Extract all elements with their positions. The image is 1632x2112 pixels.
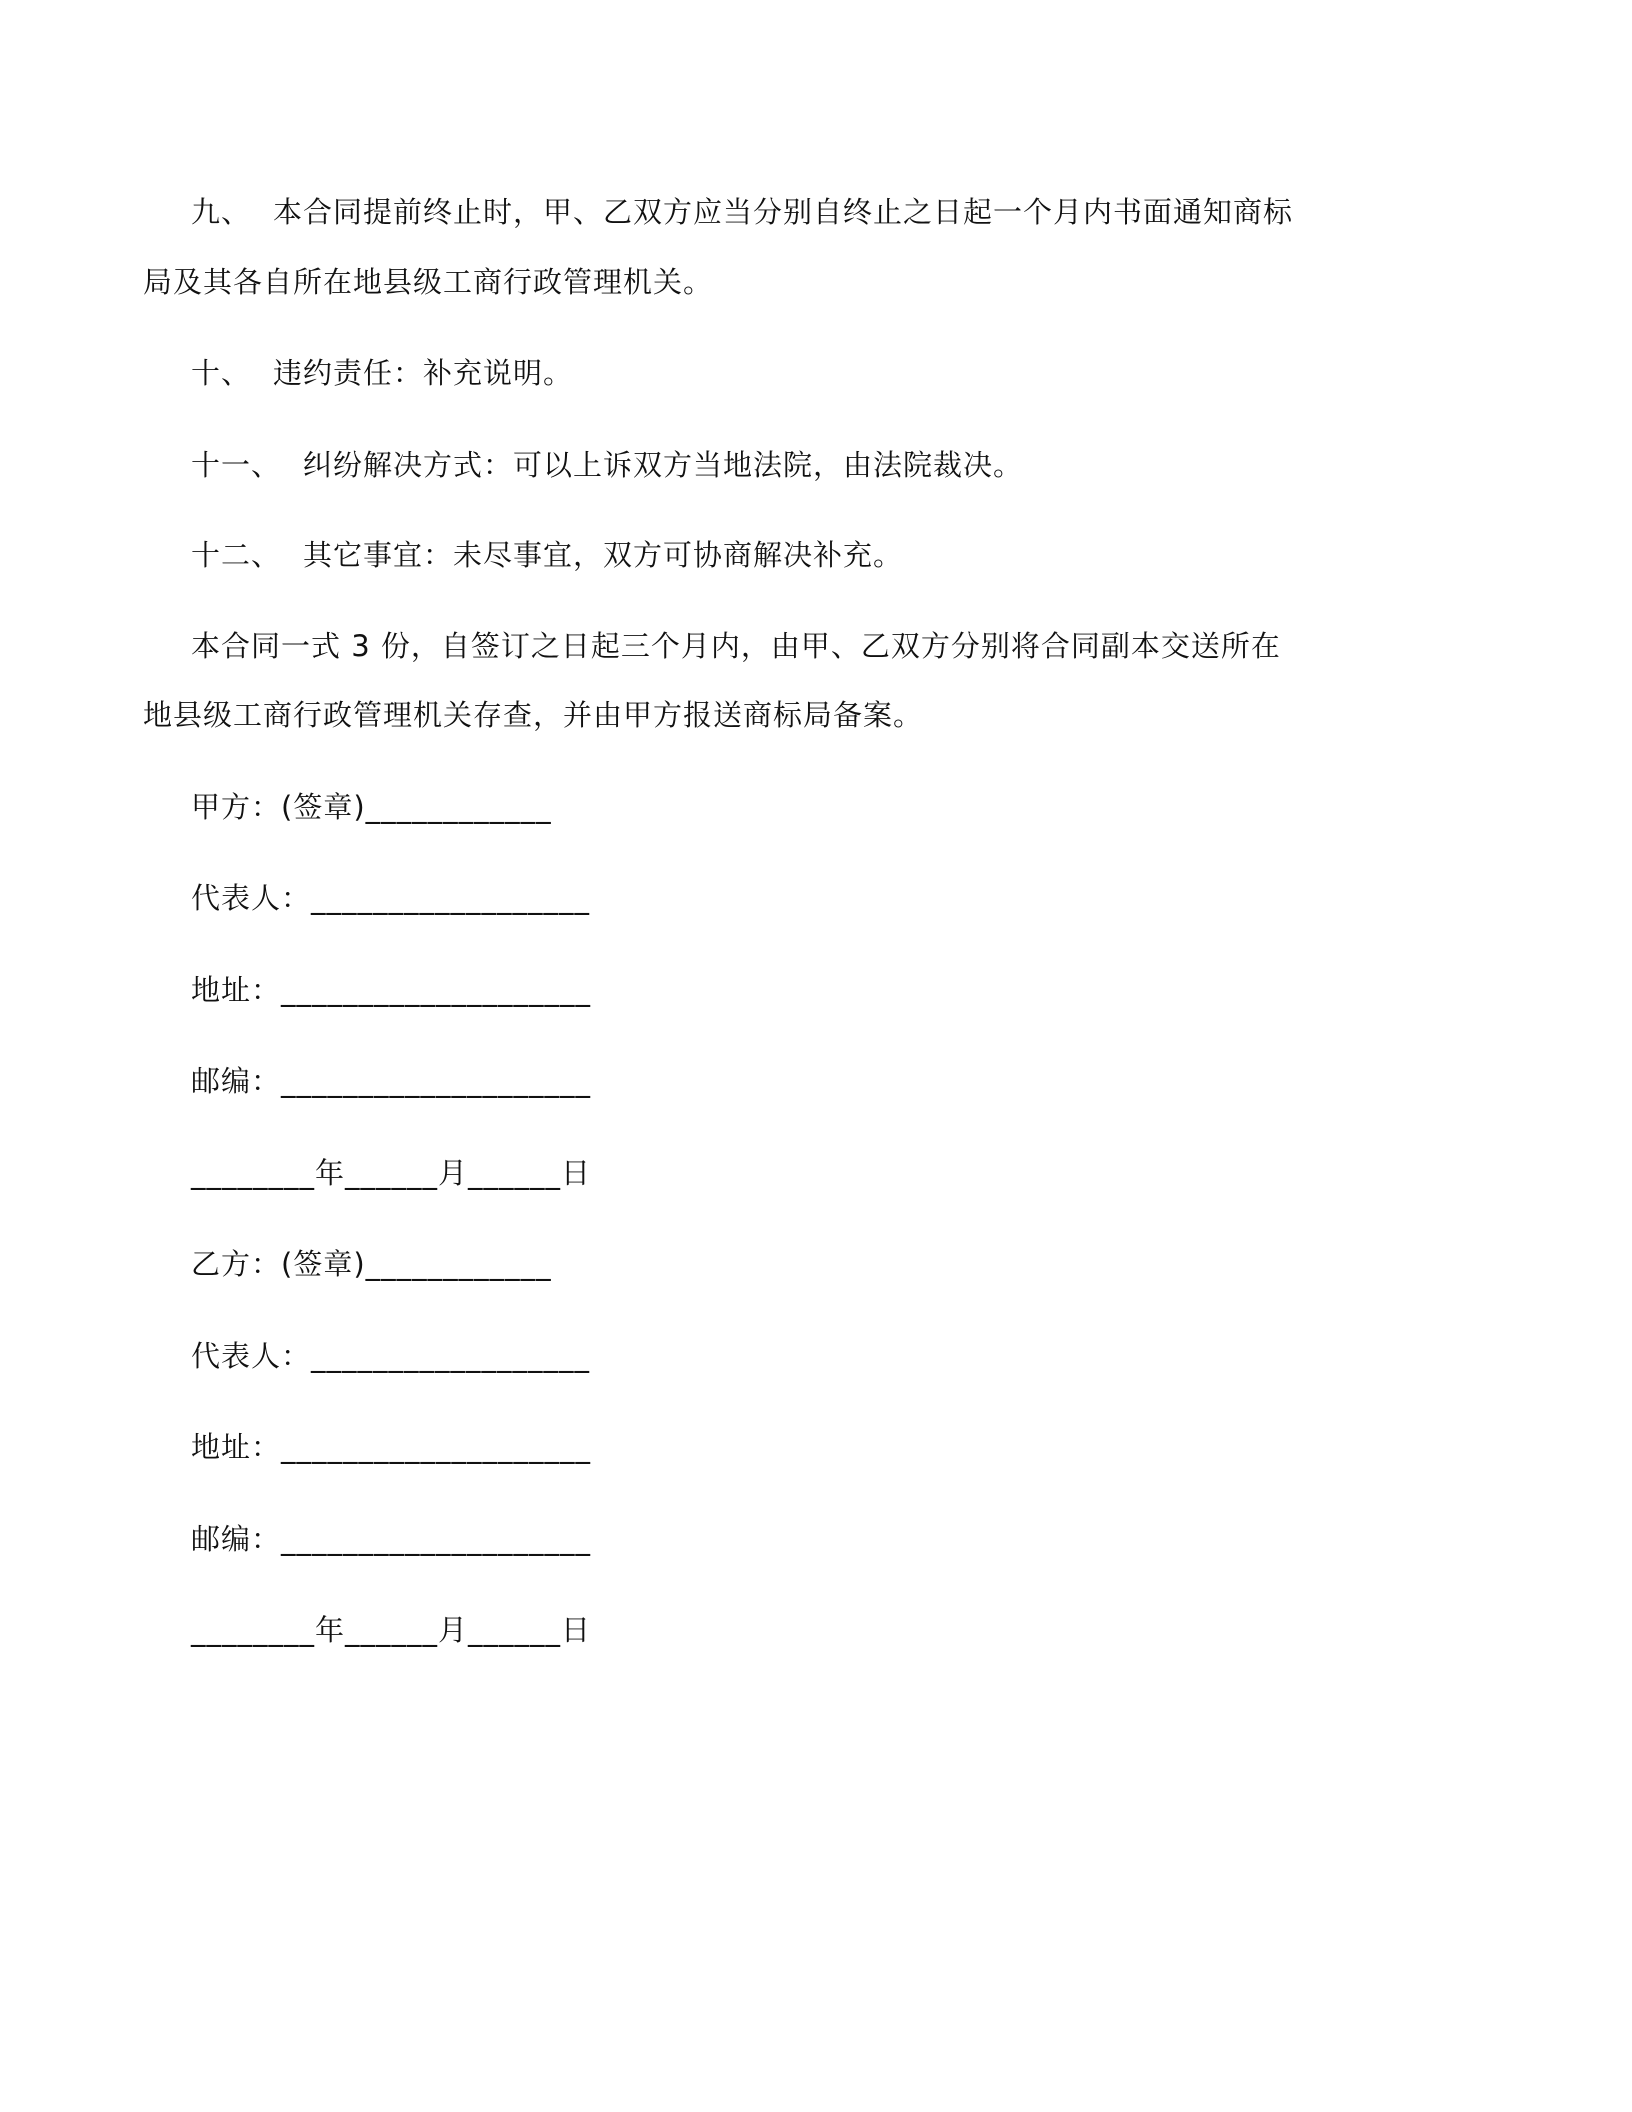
clause-11-number: 十一、 bbox=[191, 448, 282, 482]
clause-9-number: 九、 bbox=[191, 195, 252, 229]
clause-10-number: 十、 bbox=[191, 356, 252, 390]
clause-11-text: 纠纷解决方式：可以上诉双方当地法院，由法院裁决。 bbox=[303, 448, 1024, 482]
party-a-signature: 甲方：(签章)____________ bbox=[191, 790, 552, 824]
clause-11 bbox=[191, 447, 1023, 483]
party-a-date: ________年______月______日 bbox=[191, 1156, 592, 1190]
clause-10 bbox=[191, 355, 573, 391]
party-a-address: 地址：____________________ bbox=[191, 973, 592, 1007]
clause-9-line-1 bbox=[191, 194, 1293, 230]
copies-line-2: 地县级工商行政管理机关存查，并由甲方报送商标局备案。 bbox=[143, 698, 924, 732]
party-b-address: 地址：____________________ bbox=[191, 1430, 592, 1464]
party-b-date: ________年______月______日 bbox=[191, 1613, 592, 1647]
party-b-signature: 乙方：(签章)____________ bbox=[191, 1247, 552, 1281]
copies-line-1: 本合同一式 3 份，自签订之日起三个月内，由甲、乙双方分别将合同副本交送所在 bbox=[191, 629, 1281, 663]
party-b-representative: 代表人：__________________ bbox=[191, 1339, 591, 1373]
clause-12-number: 十二、 bbox=[191, 538, 282, 572]
clause-9-line-2: 局及其各自所在地县级工商行政管理机关。 bbox=[143, 265, 714, 299]
party-a-postcode: 邮编：____________________ bbox=[191, 1064, 592, 1098]
clause-10-text: 违约责任：补充说明。 bbox=[273, 356, 574, 390]
clause-12 bbox=[191, 537, 903, 573]
party-a-representative: 代表人：__________________ bbox=[191, 881, 591, 915]
party-b-postcode: 邮编：____________________ bbox=[191, 1522, 592, 1556]
clause-9-text: 本合同提前终止时，甲、乙双方应当分别自终止之日起一个月内书面通知商标 bbox=[273, 195, 1294, 229]
clause-12-text: 其它事宜：未尽事宜，双方可协商解决补充。 bbox=[303, 538, 904, 572]
